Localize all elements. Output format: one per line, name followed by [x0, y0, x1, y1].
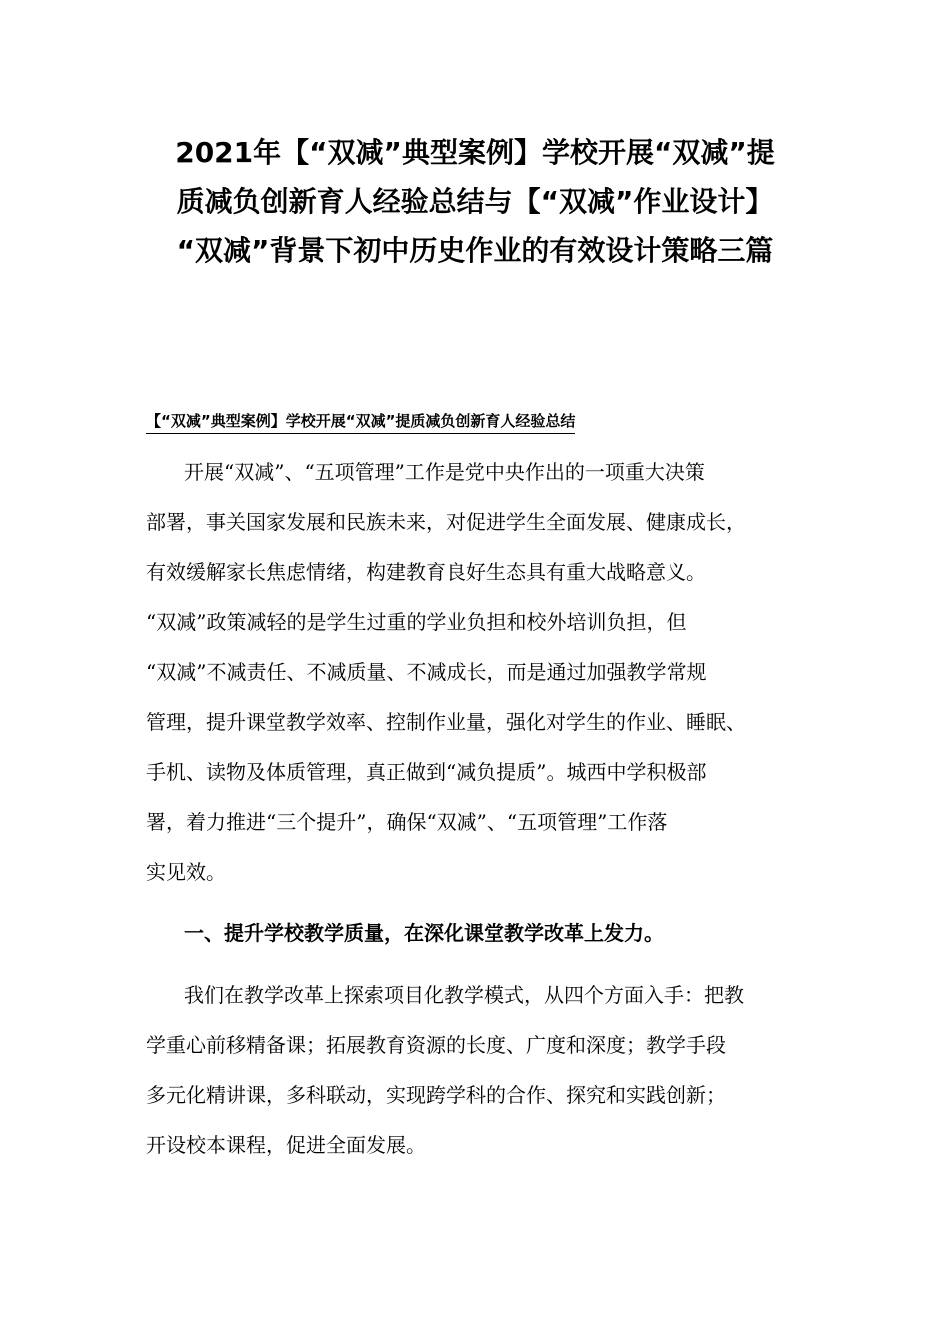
- section1-paragraph: [146, 970, 826, 1170]
- paragraph-line: 开展“双减”、“五项管理”工作是党中央作出的一项重大决策: [184, 460, 705, 484]
- paragraph-line: 开设校本课程，促进全面发展。: [146, 1133, 426, 1157]
- paragraph-line: “双减”不减责任、不减质量、不减成长，而是通过加强教学常规: [146, 660, 707, 684]
- paragraph-line: 署，着力推进“三个提升”，确保“双减”、“五项管理”工作落: [146, 810, 668, 834]
- paragraph-line: “双减”政策减轻的是学生过重的学业负担和校外培训负担，但: [146, 610, 687, 634]
- title-line: “双减”背景下初中历史作业的有效设计策略三篇: [176, 234, 774, 267]
- paragraph-line: 手机、读物及体质管理，真正做到“减负提质”。城西中学积极部: [146, 760, 707, 784]
- paragraph-line: 学重心前移精备课；拓展教育资源的长度、广度和深度；教学手段: [146, 1033, 726, 1057]
- paragraph-line: 部署，事关国家发展和民族未来，对促进学生全面发展、健康成长，: [146, 510, 746, 534]
- intro-paragraph: [146, 447, 826, 897]
- paragraph-line: 我们在教学改革上探索项目化教学模式，从四个方面入手：把教: [184, 983, 744, 1007]
- title-line: 2021年【“双减”典型案例】学校开展“双减”提: [175, 136, 775, 169]
- paragraph-line: 实见效。: [146, 860, 226, 884]
- section-heading-1: 一、提升学校教学质量，在深化课堂教学改革上发力。: [184, 921, 664, 945]
- paragraph-line: 多元化精讲课，多科联动，实现跨学科的合作、探究和实践创新；: [146, 1083, 726, 1107]
- document-title: [120, 128, 830, 275]
- section-subheading: 【“双减”典型案例】学校开展“双减”提质减负创新育人经验总结: [146, 410, 575, 434]
- title-line: 质减负创新育人经验总结与【“双减”作业设计】: [176, 185, 774, 218]
- paragraph-line: 管理，提升课堂教学效率、控制作业量，强化对学生的作业、睡眠、: [146, 710, 746, 734]
- paragraph-line: 有效缓解家长焦虑情绪，构建教育良好生态具有重大战略意义。: [146, 560, 706, 584]
